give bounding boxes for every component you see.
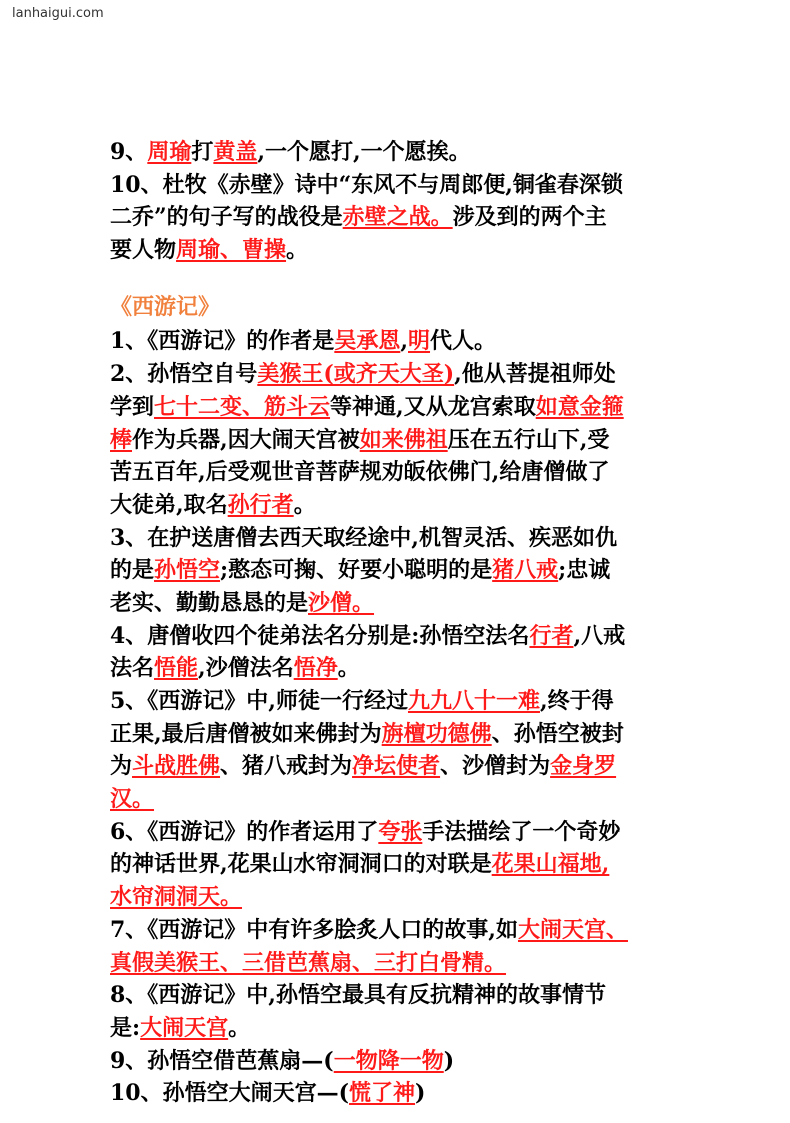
question-text: ,一个愿打,一个愿挨。: [257, 139, 471, 165]
question-text: 。: [228, 1014, 251, 1041]
answer-text: 真假美猴王、三借芭蕉扇、三打白骨精。: [110, 949, 507, 976]
section-heading: 《西游记》: [110, 293, 221, 320]
answer-text: 旃檀功德佛: [381, 720, 492, 747]
text-line: [110, 1045, 710, 1078]
text-line: [110, 587, 710, 620]
answer-text: 沙僧。: [308, 589, 375, 616]
question-text: 、沙僧封为: [440, 753, 551, 780]
answer-text: 孙悟空: [154, 557, 221, 584]
question-text: ;憨态可掬、好要小聪明的是: [220, 557, 493, 584]
question-text: 、孙悟空被封: [491, 720, 624, 747]
question-text: 打: [191, 139, 214, 165]
answer-text: 如来佛祖: [359, 426, 448, 453]
text-line: [110, 358, 710, 391]
question-text: 要人物: [110, 237, 177, 264]
question-text: 老实、勤勤恳恳的是: [110, 589, 309, 616]
question-text: 6、《西游记》的作者运用了: [110, 818, 379, 845]
text-line: [110, 947, 710, 980]
answer-text: 水帘洞洞天。: [110, 884, 243, 911]
question-text: ,沙僧法名: [198, 655, 294, 682]
answer-text: 悟能: [154, 655, 199, 682]
question-text: 的神话世界,花果山水帘洞洞口的对联是: [110, 851, 492, 878]
text-line: [110, 136, 710, 169]
answer-text: 金身罗: [550, 753, 617, 780]
answer-text: 周瑜: [147, 139, 192, 165]
answer-text: 九九八十一难: [407, 688, 540, 715]
answer-text: 汉。: [110, 786, 155, 813]
question-text: ,八戒: [573, 622, 626, 649]
question-text: 3、在护送唐僧去西天取经途中,机智灵活、疾恶如仇: [110, 524, 617, 551]
text-line: [110, 169, 710, 202]
question-text: 法名: [110, 655, 155, 682]
question-text: 正果,最后唐僧被如来佛封为: [110, 720, 382, 747]
answer-text: 吴承恩: [334, 328, 401, 355]
question-text: 。: [337, 655, 360, 682]
question-text: 压在五行山下,受: [447, 426, 610, 453]
answer-text: 孙行者: [227, 491, 294, 518]
question-text: 4、唐僧收四个徒弟法名分别是:孙悟空法名: [110, 622, 530, 649]
question-text: 、猪八戒封为: [220, 753, 353, 780]
question-text: 为: [110, 753, 133, 780]
question-text: 作为兵器,因大闹天宫被: [132, 426, 360, 453]
question-text: 等神通,又从龙宫索取: [330, 393, 536, 420]
watermark-text: lanhaigui.com: [12, 6, 104, 21]
answer-text: 美猴王(或齐天大圣): [257, 361, 455, 388]
question-text: ): [415, 1080, 426, 1107]
answer-text: 猪八戒: [492, 557, 559, 584]
question-text: 大徒弟,取名: [110, 491, 228, 518]
answer-text: 斗战胜佛: [132, 753, 221, 780]
text-line: [110, 914, 710, 947]
question-text: 9、: [110, 139, 148, 165]
question-text: ,: [400, 328, 408, 355]
answer-text: 悟净: [293, 655, 338, 682]
text-line: [110, 881, 710, 914]
text-line: [110, 554, 710, 587]
question-text: 9、孙悟空借芭蕉扇—(: [110, 1047, 334, 1074]
answer-text: 黄盖: [213, 139, 258, 165]
answer-text: 大闹天宫: [140, 1014, 229, 1041]
text-line: [110, 456, 710, 489]
text-line: [110, 816, 710, 849]
text-line: [110, 652, 710, 685]
question-text: ,他从菩提祖师处: [454, 361, 616, 388]
question-text: 5、《西游记》中,师徒一行经过: [110, 688, 408, 715]
question-text: 二乔”的句子写的战役是: [110, 204, 343, 231]
text-line: [110, 234, 710, 267]
text-line: [110, 783, 710, 816]
text-line: [110, 391, 710, 424]
question-text: 10、孙悟空大闹天宫—(: [110, 1080, 350, 1107]
text-line: [110, 489, 710, 522]
text-line: [110, 685, 710, 718]
text-line: [110, 522, 710, 555]
question-text: 8、《西游记》中,孙悟空最具有反抗精神的故事情节: [110, 982, 606, 1009]
question-text: 10、杜牧《赤壁》诗中“东风不与周郎便,铜雀春深锁: [110, 171, 623, 198]
question-text: 。: [293, 491, 316, 518]
question-text: 。: [286, 237, 309, 264]
text-line: [110, 1077, 710, 1110]
question-text: 苦五百年,后受观世音菩萨规劝皈依佛门,给唐僧做了: [110, 459, 610, 486]
text-line: [110, 848, 710, 881]
question-text: 的是: [110, 557, 155, 584]
answer-text: 七十二变、筋斗云: [154, 393, 331, 420]
question-text: 涉及到的两个主: [452, 204, 607, 231]
question-text: 学到: [110, 393, 155, 420]
question-text: ,终于得: [539, 688, 614, 715]
answer-text: 如意金箍: [535, 393, 624, 420]
question-text: 手法描绘了一个奇妙: [422, 818, 621, 845]
text-line: [110, 979, 710, 1012]
answer-text: 夸张: [378, 818, 423, 845]
answer-text: 赤壁之战。: [342, 204, 453, 231]
text-line: [110, 325, 710, 358]
document-body: [110, 136, 710, 1110]
answer-text: 明: [408, 328, 431, 355]
question-text: 2、孙悟空自号: [110, 361, 258, 388]
text-line: [110, 620, 710, 653]
answer-text: 周瑜、曹操: [176, 237, 287, 264]
answer-text: 慌了神: [349, 1080, 416, 1107]
question-text: 是:: [110, 1014, 141, 1041]
text-line: [110, 718, 710, 751]
text-line: [110, 424, 710, 457]
text-line: [110, 201, 710, 234]
answer-text: 一物降一物: [333, 1047, 444, 1074]
text-line: [110, 1012, 710, 1045]
text-line: [110, 750, 710, 783]
question-text: 7、《西游记》中有许多脍炙人口的故事,如: [110, 916, 518, 943]
answer-text: 行者: [529, 622, 574, 649]
question-text: 代人。: [430, 328, 497, 355]
question-text: ): [443, 1047, 455, 1074]
answer-text: 净坛使者: [352, 753, 441, 780]
question-text: ;忠诚: [558, 557, 611, 584]
question-text: 1、《西游记》的作者是: [110, 328, 335, 355]
answer-text: 花果山福地,: [491, 851, 610, 878]
answer-text: 棒: [110, 426, 133, 453]
answer-text: 大闹天宫、: [517, 916, 628, 943]
